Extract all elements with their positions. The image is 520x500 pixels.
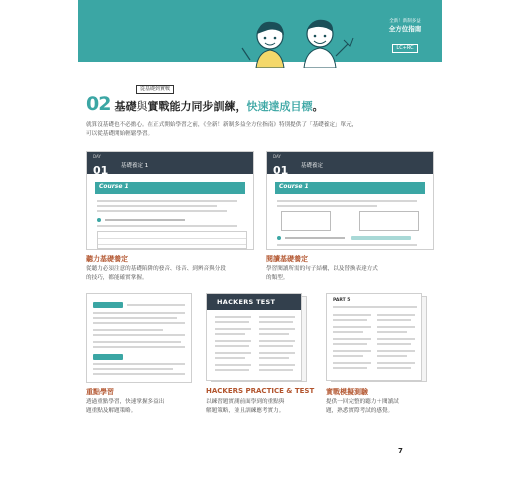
reading-desc-line-2: 的類型。 [266,275,289,281]
mock-title: 實戰模擬測驗 [326,388,368,396]
listening-title: 聽力基礎養定 [86,255,128,263]
section-title [86,93,323,115]
day-number: 01 [93,164,109,177]
hackers-banner [207,294,301,310]
heading-part-5: 快速達成目標 [246,100,313,113]
brand-subtitle: 全新！新制多益 [389,19,421,24]
focus-desc-line-1: 透過重點學習，快速掌握多益出 [86,399,165,405]
page-number: 7 [398,447,403,455]
mini-table [97,231,247,249]
day-label [273,154,288,178]
heading-part-4: 同步訓練， [191,100,247,113]
mock-preview [326,293,422,381]
day-word: DAY [273,154,281,159]
day-header-bar [267,152,433,177]
intro-paragraph [86,121,434,138]
brand-title: 全方位指南 [388,25,422,33]
listening-preview [86,151,254,250]
focus-title: 重點學習 [86,388,114,396]
day-header-bar [87,152,253,177]
mock-desc [326,398,436,416]
mock-desc-line-1: 提供一回完整的聽力＋閱讀試 [326,399,399,405]
intro-line-1: 就算沒基礎也不必擔心。在正式開始學習之前，《全新！新制多益全方位指南》特別提供了「基礎養定」單元， [86,122,358,128]
hackers-preview [206,293,302,381]
focus-preview [86,293,192,383]
course-bar [275,182,425,194]
reading-preview [266,151,434,250]
day-label [93,154,108,178]
section-tag: 從基礎到實戰 [136,85,174,94]
page-header [0,0,520,82]
reading-desc [266,265,438,283]
listening-desc-line-1: 從聽力必須注意的基礎陷阱的發音、母音、到辨音與分段 [86,266,226,272]
section-heading [114,98,323,114]
day-number: 01 [273,164,289,177]
characters-illustration [220,8,372,68]
focus-desc-line-2: 題重點及解題策略。 [86,408,137,414]
hackers-desc [206,398,316,416]
day-name: 基礎養定 [301,163,324,169]
reading-desc-line-1: 學習閱讀所需的句子結構，以及替換表達方式 [266,266,378,272]
brand-tag: LC+RC [392,44,417,53]
listening-desc-line-2: 的技巧，都能確實掌握。 [86,275,148,281]
heading-part-6: 。 [312,100,324,113]
day-name: 基礎養定 1 [121,163,149,169]
heading-part-1: 基礎 [114,100,137,113]
hackers-title: HACKERS PRACTICE & TEST [206,387,315,395]
intro-line-2: 可以從基礎開始輕鬆學習。 [86,130,154,137]
course-label: Course 1 [99,183,129,190]
heading-part-3: 實戰能力 [147,100,192,113]
heading-part-2: 與 [136,100,148,113]
mock-part-label: PART 5 [333,298,351,303]
course-label: Course 1 [279,183,309,190]
focus-desc [86,398,196,416]
mock-desc-line-2: 題，熟悉實際考試的感覺。 [326,408,394,414]
listening-desc [86,265,258,283]
hackers-desc-line-2: 解題策略，並且訓練應考實力。 [206,408,285,414]
day-word: DAY [93,154,101,159]
hackers-banner-label: HACKERS TEST [217,298,276,306]
course-bar [95,182,245,194]
reading-title: 閱讀基礎養定 [266,255,308,263]
book-brand [378,18,432,53]
hackers-desc-line-1: 以練習題實測前面學到的重點與 [206,399,285,405]
section-number: 02 [86,93,111,115]
